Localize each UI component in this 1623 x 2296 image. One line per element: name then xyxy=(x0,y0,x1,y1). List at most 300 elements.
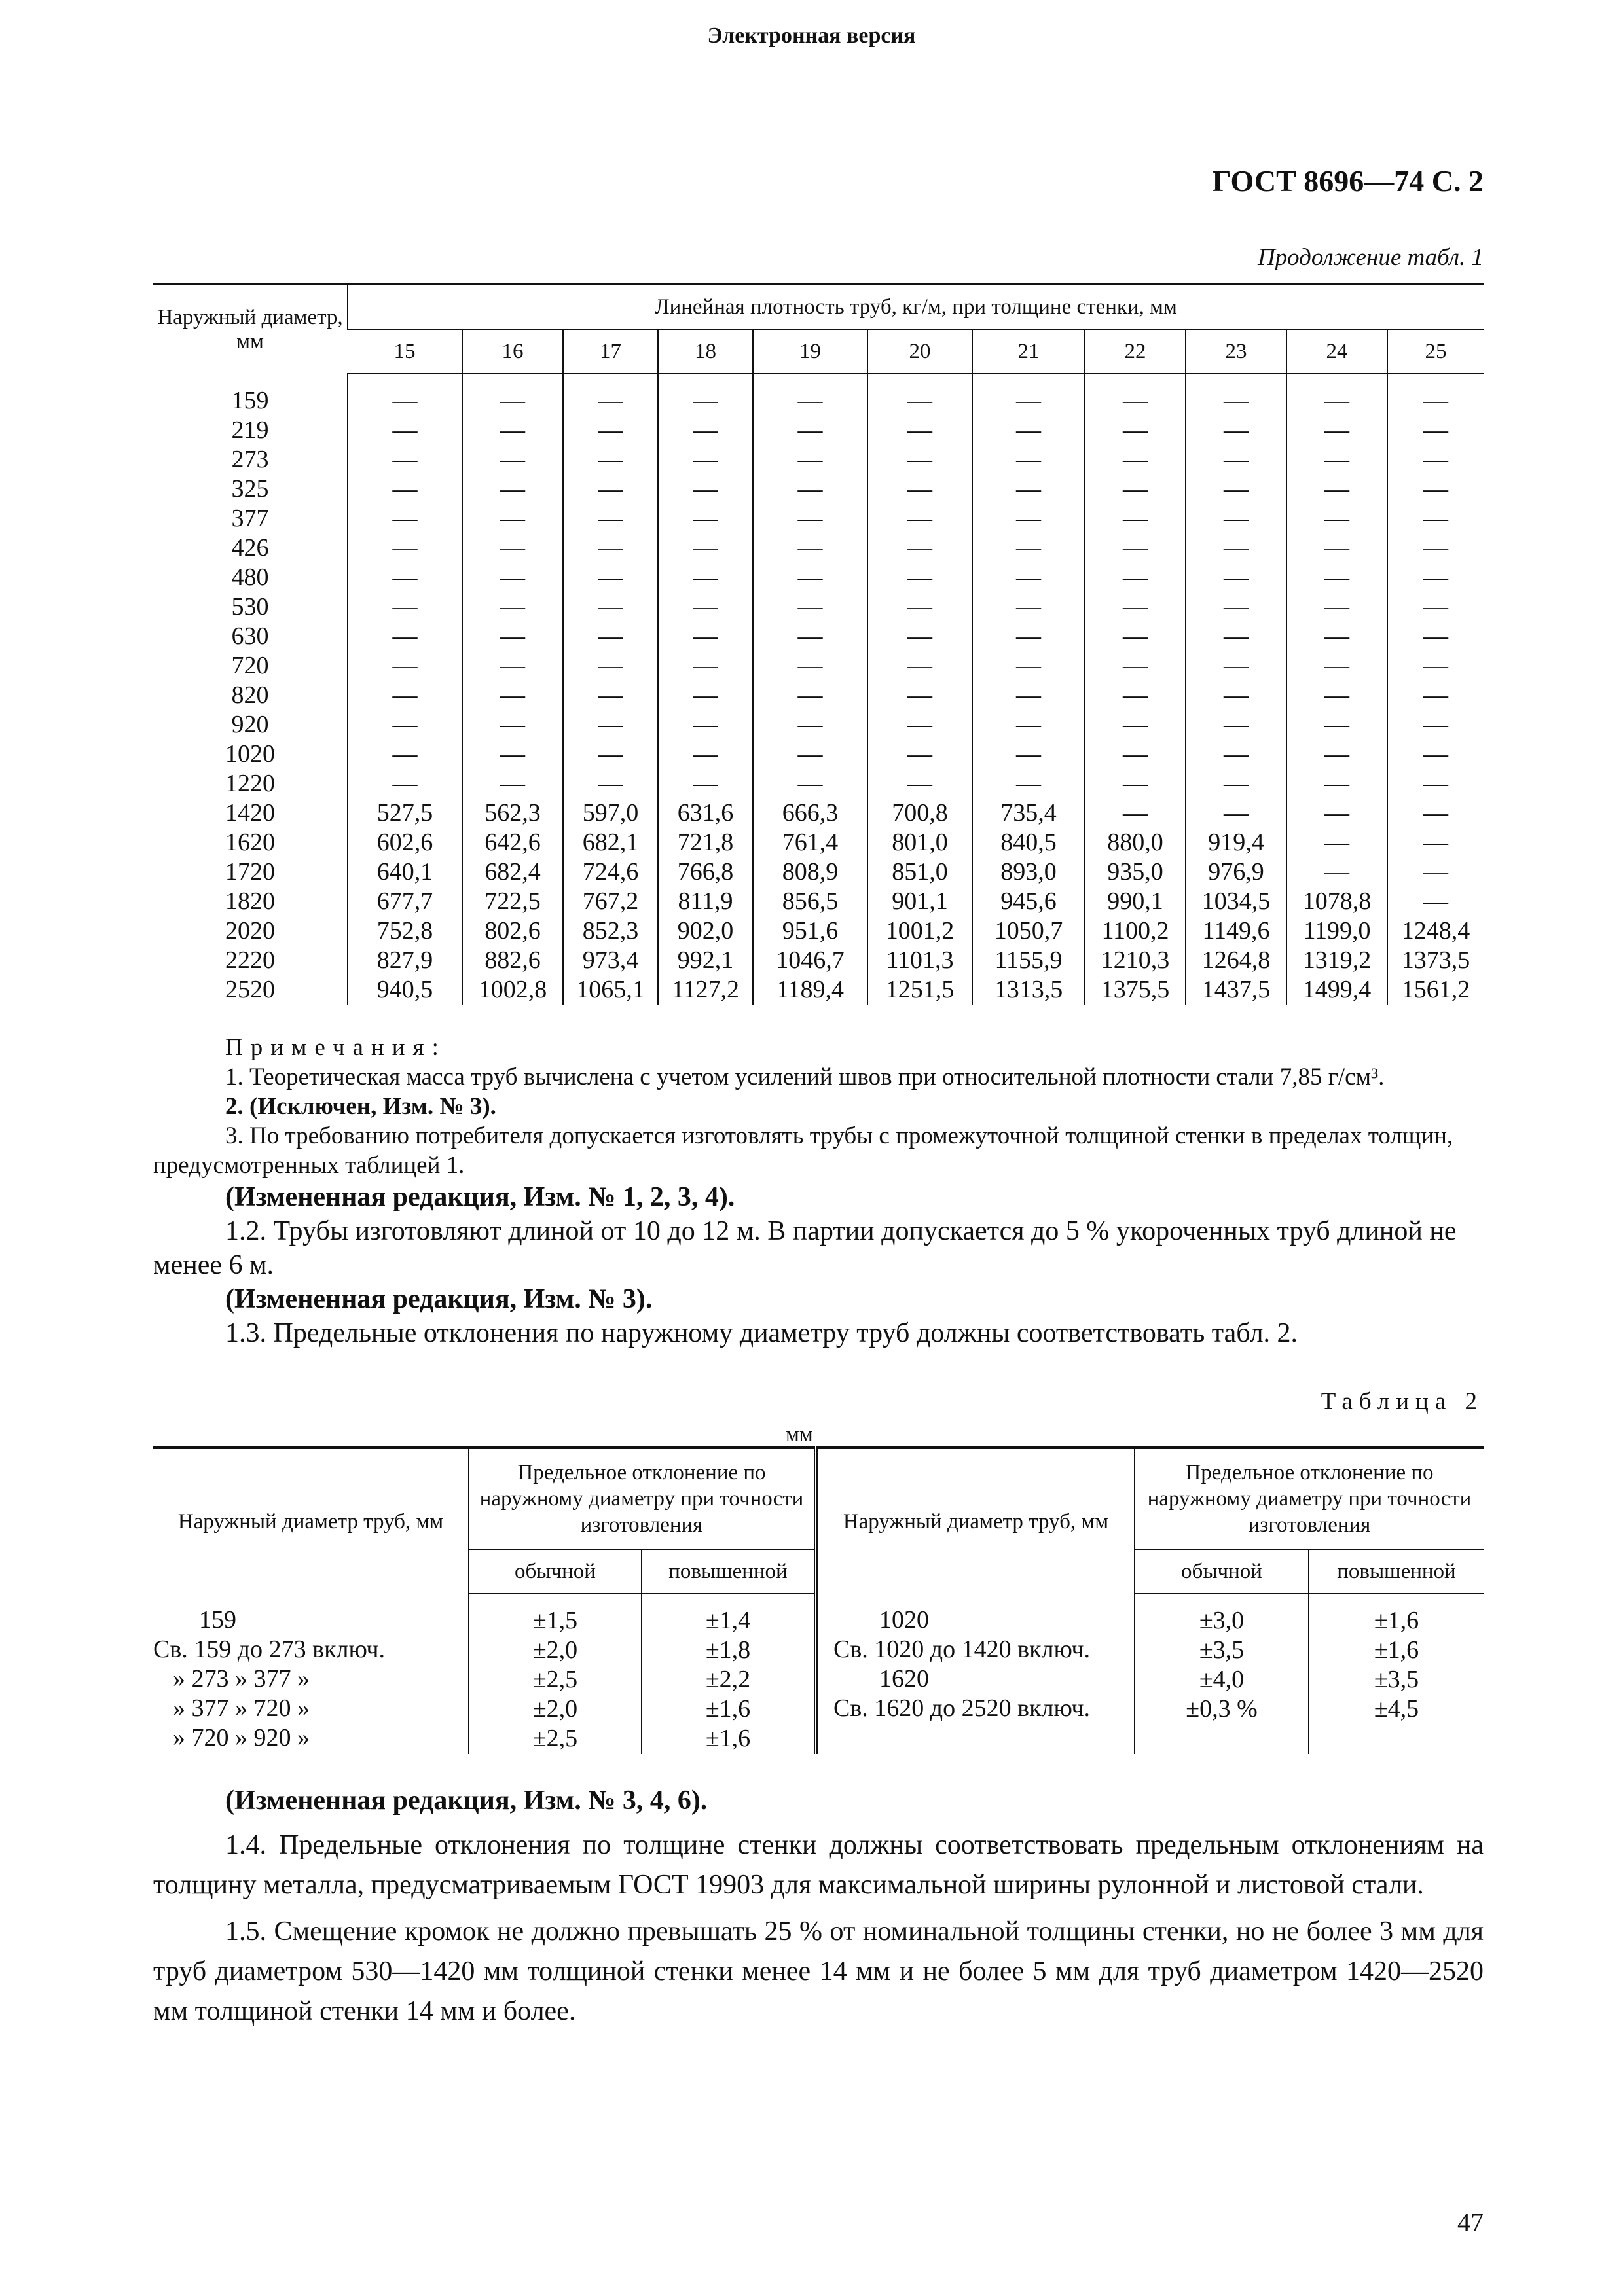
deviation-value: ±2,5 xyxy=(532,1725,578,1752)
deviation-value: ±3,0 xyxy=(1199,1607,1245,1634)
density-cell: 700,8 xyxy=(867,798,972,828)
diameter-range: Св. 1020 до 1420 включ. xyxy=(833,1636,1091,1663)
density-cell: — xyxy=(348,769,462,798)
density-cell: 722,5 xyxy=(462,887,563,916)
diameter-cell: 1820 xyxy=(225,888,275,915)
density-cell: — xyxy=(867,445,972,475)
page-number: 47 xyxy=(1457,2208,1484,2237)
density-cell: — xyxy=(1286,740,1387,769)
deviation-value: ±1,6 xyxy=(705,1725,751,1752)
diameter-range: » 377 » 720 » xyxy=(173,1695,310,1722)
density-cell: — xyxy=(972,769,1085,798)
density-cell: — xyxy=(753,533,867,563)
thickness-header: 25 xyxy=(1387,329,1484,374)
density-cell: 1034,5 xyxy=(1186,887,1286,916)
density-cell: — xyxy=(1085,504,1186,533)
density-cell: — xyxy=(563,374,658,416)
density-cell: — xyxy=(1085,475,1186,504)
diameter-cell: 1720 xyxy=(225,858,275,886)
density-cell: 1155,9 xyxy=(972,946,1085,975)
density-cell: — xyxy=(658,681,753,710)
col-outer-diameter-header: Наружный диаметр, мм xyxy=(153,284,348,374)
density-cell: — xyxy=(1186,622,1286,651)
density-cell: — xyxy=(753,592,867,622)
density-cell: — xyxy=(1286,710,1387,740)
diameter-cell: 1620 xyxy=(225,829,275,856)
density-cell: — xyxy=(1286,622,1387,651)
density-cell: — xyxy=(1186,740,1286,769)
density-cell: — xyxy=(1387,769,1484,798)
density-cell: 992,1 xyxy=(658,946,753,975)
density-cell: — xyxy=(1387,504,1484,533)
density-cell: — xyxy=(867,475,972,504)
right-diameter-list xyxy=(816,1594,1135,1754)
density-cell: — xyxy=(348,504,462,533)
density-cell: — xyxy=(753,710,867,740)
col-high-header: повышенной xyxy=(1309,1549,1484,1594)
amendment-note: (Измененная редакция, Изм. № 3, 4, 6). xyxy=(225,1785,708,1816)
density-cell: — xyxy=(1186,651,1286,681)
density-cell: — xyxy=(1085,563,1186,592)
density-cell: — xyxy=(1085,798,1186,828)
density-cell: — xyxy=(867,622,972,651)
density-cell: — xyxy=(972,740,1085,769)
density-cell: — xyxy=(1085,533,1186,563)
density-cell: — xyxy=(462,374,563,416)
density-cell: — xyxy=(753,651,867,681)
density-cell: 901,1 xyxy=(867,887,972,916)
note-1: 1. Теоретическая масса труб вычислена с учетом усилений швов при относительной плотности стали 7,85 г/см³. xyxy=(225,1064,1385,1090)
density-cell: — xyxy=(867,710,972,740)
density-cell: — xyxy=(1387,475,1484,504)
density-cell: — xyxy=(1387,592,1484,622)
density-cell: — xyxy=(753,681,867,710)
density-cell: — xyxy=(658,533,753,563)
density-cell: — xyxy=(867,416,972,445)
diameter-cell: 2220 xyxy=(225,946,275,974)
table-row xyxy=(153,592,1484,622)
density-cell: — xyxy=(753,374,867,416)
diameter-cell: 377 xyxy=(231,505,269,532)
density-cell: — xyxy=(1387,828,1484,857)
diameter-cell: 325 xyxy=(231,475,269,503)
density-cell: — xyxy=(658,504,753,533)
density-cell: 1373,5 xyxy=(1387,946,1484,975)
density-cell: — xyxy=(462,533,563,563)
density-cell: — xyxy=(1387,416,1484,445)
col-normal-header: обычной xyxy=(1135,1549,1309,1594)
density-cell: — xyxy=(1186,416,1286,445)
diameter-range: Св. 159 до 273 включ. xyxy=(153,1636,386,1663)
right-normal-list xyxy=(1135,1594,1309,1754)
density-cell: 935,0 xyxy=(1085,857,1186,887)
table-continuation-label: Продолжение табл. 1 xyxy=(1257,244,1484,271)
density-cell: 767,2 xyxy=(563,887,658,916)
diameter-cell: 273 xyxy=(231,446,269,473)
density-cell: — xyxy=(972,592,1085,622)
density-cell: — xyxy=(1186,533,1286,563)
table-row xyxy=(153,857,1484,887)
density-cell: — xyxy=(753,622,867,651)
density-cell: — xyxy=(1387,563,1484,592)
density-cell: — xyxy=(563,740,658,769)
diameter-range: 1020 xyxy=(879,1606,929,1634)
note-3: 3. По требованию потребителя допускается изготовлять трубы с промежуточной толщиной стенки в пределах толщин, предусмотренных таблицей 1. xyxy=(153,1122,1453,1179)
density-cell: — xyxy=(1387,622,1484,651)
density-cell: — xyxy=(753,769,867,798)
density-cell: — xyxy=(1286,592,1387,622)
thickness-header: 24 xyxy=(1286,329,1387,374)
density-cell: 1248,4 xyxy=(1387,916,1484,946)
density-cell: — xyxy=(972,475,1085,504)
density-cell: 990,1 xyxy=(1085,887,1186,916)
density-cell: — xyxy=(867,681,972,710)
density-cell: 851,0 xyxy=(867,857,972,887)
density-cell: — xyxy=(972,504,1085,533)
density-cell: 840,5 xyxy=(972,828,1085,857)
density-cell: — xyxy=(1085,445,1186,475)
density-cell: 1149,6 xyxy=(1186,916,1286,946)
table-2-caption: Таблица 2 xyxy=(1321,1388,1484,1415)
density-cell: — xyxy=(1387,533,1484,563)
thickness-header: 21 xyxy=(972,329,1085,374)
density-cell: — xyxy=(462,769,563,798)
density-cell: 735,4 xyxy=(972,798,1085,828)
density-cell: — xyxy=(1286,681,1387,710)
density-cell: — xyxy=(1085,592,1186,622)
density-cell: — xyxy=(1085,740,1186,769)
density-cell: — xyxy=(1387,374,1484,416)
density-cell: 1210,3 xyxy=(1085,946,1186,975)
density-cell: 1319,2 xyxy=(1286,946,1387,975)
density-cell: — xyxy=(658,651,753,681)
density-cell: 801,0 xyxy=(867,828,972,857)
table-row xyxy=(153,828,1484,857)
table-row xyxy=(153,533,1484,563)
density-cell: — xyxy=(972,563,1085,592)
density-cell: — xyxy=(1387,681,1484,710)
density-cell: — xyxy=(972,374,1085,416)
amendment-note: (Измененная редакция, Изм. № 3). xyxy=(225,1284,653,1314)
density-cell: 880,0 xyxy=(1085,828,1186,857)
density-cell: — xyxy=(563,563,658,592)
table-row xyxy=(153,651,1484,681)
table-2-unit: мм xyxy=(786,1423,813,1446)
density-cell: — xyxy=(1387,651,1484,681)
density-cell: 852,3 xyxy=(563,916,658,946)
table-row xyxy=(153,798,1484,828)
gost-reference: ГОСТ 8696—74 С. 2 xyxy=(1212,164,1484,198)
deviation-value: ±2,2 xyxy=(705,1666,751,1693)
density-cell: 1264,8 xyxy=(1186,946,1286,975)
table-row xyxy=(153,374,1484,416)
diameter-cell: 426 xyxy=(231,534,269,562)
table-row xyxy=(153,946,1484,975)
density-cell: 1313,5 xyxy=(972,975,1085,1005)
density-cell: — xyxy=(1085,416,1186,445)
density-cell: 1437,5 xyxy=(1186,975,1286,1005)
density-cell: — xyxy=(753,445,867,475)
density-cell: — xyxy=(1186,504,1286,533)
thickness-header: 20 xyxy=(867,329,972,374)
density-cell: — xyxy=(1286,504,1387,533)
density-cell: 893,0 xyxy=(972,857,1085,887)
table-row xyxy=(153,710,1484,740)
density-cell: — xyxy=(658,416,753,445)
density-cell: — xyxy=(462,710,563,740)
density-cell: — xyxy=(563,445,658,475)
density-cell: — xyxy=(753,563,867,592)
density-cell: — xyxy=(462,475,563,504)
density-cell: — xyxy=(348,710,462,740)
density-cell: — xyxy=(658,445,753,475)
thickness-header: 15 xyxy=(348,329,462,374)
col-group-density-header: Линейная плотность труб, кг/м, при толщине стенки, мм xyxy=(348,284,1484,329)
density-cell: — xyxy=(1286,416,1387,445)
table-row xyxy=(153,622,1484,651)
density-cell: — xyxy=(563,681,658,710)
paragraph-1-5: 1.5. Смещение кромок не должно превышать 25 % от номинальной толщины стенки, но не более 3 мм для труб диаметром 530—1420 мм толщиной стенки менее 14 мм и не более 5 мм для труб диаметром 1420—2520 мм толщиной стенки 14 мм и более. xyxy=(153,1916,1484,2026)
density-cell: — xyxy=(1286,857,1387,887)
density-cell: 666,3 xyxy=(753,798,867,828)
density-cell: 811,9 xyxy=(658,887,753,916)
density-cell: 597,0 xyxy=(563,798,658,828)
diameter-cell: 2020 xyxy=(225,917,275,944)
diameter-cell: 480 xyxy=(231,564,269,591)
density-cell: — xyxy=(348,681,462,710)
diameter-cell: 159 xyxy=(231,386,269,414)
density-cell: — xyxy=(867,374,972,416)
diameter-range: » 273 » 377 » xyxy=(173,1665,310,1693)
density-cell: — xyxy=(658,475,753,504)
density-cell: 1251,5 xyxy=(867,975,972,1005)
density-cell: — xyxy=(658,592,753,622)
table-row xyxy=(153,445,1484,475)
density-cell: — xyxy=(1085,374,1186,416)
density-cell: — xyxy=(563,592,658,622)
density-cell: 527,5 xyxy=(348,798,462,828)
left-high-list xyxy=(642,1594,816,1754)
deviation-value: ±1,8 xyxy=(705,1636,751,1664)
density-cell: — xyxy=(1085,769,1186,798)
density-cell: 973,4 xyxy=(563,946,658,975)
density-cell: — xyxy=(563,475,658,504)
density-cell: — xyxy=(972,710,1085,740)
density-cell: 1050,7 xyxy=(972,916,1085,946)
col-diameter-header: Наружный диаметр труб, мм xyxy=(153,1448,469,1594)
amendment-note: (Измененная редакция, Изм. № 1, 2, 3, 4). xyxy=(225,1182,735,1212)
density-cell: 902,0 xyxy=(658,916,753,946)
deviation-value: ±1,6 xyxy=(1374,1607,1419,1634)
density-cell: — xyxy=(462,445,563,475)
table-row xyxy=(153,916,1484,946)
density-cell: 827,9 xyxy=(348,946,462,975)
density-cell: — xyxy=(753,504,867,533)
density-cell: — xyxy=(1286,475,1387,504)
density-cell: — xyxy=(1186,710,1286,740)
table-2-diameter-deviation xyxy=(153,1446,1484,1754)
table-row xyxy=(153,681,1484,710)
density-cell: — xyxy=(563,504,658,533)
notes-block xyxy=(153,1033,1484,1350)
density-cell: — xyxy=(563,533,658,563)
density-cell: — xyxy=(462,504,563,533)
density-cell: — xyxy=(753,475,867,504)
page-header: Электронная версия xyxy=(707,24,916,48)
table-row xyxy=(153,975,1484,1005)
density-cell: 940,5 xyxy=(348,975,462,1005)
density-cell: — xyxy=(348,533,462,563)
paragraph-1-2: 1.2. Трубы изготовляют длиной от 10 до 12 м. В партии допускается до 5 % укороченных труб длиной не менее 6 м. xyxy=(153,1216,1457,1280)
density-cell: — xyxy=(1186,445,1286,475)
density-cell: — xyxy=(1387,857,1484,887)
density-cell: 682,4 xyxy=(462,857,563,887)
diameter-range: 1620 xyxy=(879,1665,929,1693)
col-diameter-header: Наружный диаметр труб, мм xyxy=(816,1448,1135,1594)
density-cell: — xyxy=(1387,887,1484,916)
density-cell: — xyxy=(348,740,462,769)
density-cell: 1127,2 xyxy=(658,975,753,1005)
density-cell: — xyxy=(972,533,1085,563)
density-cell: 802,6 xyxy=(462,916,563,946)
density-cell: 1001,2 xyxy=(867,916,972,946)
deviation-value: ±0,3 % xyxy=(1186,1695,1258,1723)
density-cell: — xyxy=(972,416,1085,445)
density-cell: — xyxy=(1286,651,1387,681)
table-row xyxy=(153,769,1484,798)
density-cell: — xyxy=(867,563,972,592)
density-cell: — xyxy=(1186,563,1286,592)
diameter-cell: 920 xyxy=(231,711,269,738)
density-cell: — xyxy=(658,740,753,769)
thickness-header: 16 xyxy=(462,329,563,374)
density-cell: — xyxy=(1387,740,1484,769)
density-cell: — xyxy=(563,651,658,681)
paragraph-1-3: 1.3. Предельные отклонения по наружному диаметру труб должны соответствовать табл. 2. xyxy=(225,1318,1298,1348)
density-cell: — xyxy=(1186,475,1286,504)
density-cell: — xyxy=(1085,651,1186,681)
density-cell: — xyxy=(563,416,658,445)
density-cell: 721,8 xyxy=(658,828,753,857)
density-cell: — xyxy=(462,740,563,769)
density-cell: — xyxy=(462,416,563,445)
density-cell: — xyxy=(972,445,1085,475)
diameter-cell: 1020 xyxy=(225,740,275,768)
left-diameter-list xyxy=(153,1594,469,1754)
density-cell: 1046,7 xyxy=(753,946,867,975)
density-cell: — xyxy=(658,563,753,592)
density-cell: 677,7 xyxy=(348,887,462,916)
density-cell: — xyxy=(867,533,972,563)
after-table-block xyxy=(153,1784,1484,2032)
deviation-value: ±3,5 xyxy=(1199,1636,1245,1664)
density-cell: — xyxy=(348,374,462,416)
density-cell: — xyxy=(867,651,972,681)
density-cell: — xyxy=(867,592,972,622)
diameter-range: » 720 » 920 » xyxy=(173,1724,310,1751)
density-cell: — xyxy=(1085,710,1186,740)
deviation-value: ±2,0 xyxy=(532,1695,578,1723)
deviation-value: ±4,5 xyxy=(1374,1695,1419,1723)
diameter-cell: 1220 xyxy=(225,770,275,797)
density-cell: 976,9 xyxy=(1186,857,1286,887)
density-cell: — xyxy=(462,681,563,710)
diameter-cell: 2520 xyxy=(225,976,275,1003)
thickness-header: 23 xyxy=(1186,329,1286,374)
diameter-cell: 1420 xyxy=(225,799,275,827)
density-cell: 640,1 xyxy=(348,857,462,887)
density-cell: — xyxy=(1286,445,1387,475)
density-cell: — xyxy=(1387,710,1484,740)
density-cell: — xyxy=(753,740,867,769)
left-normal-list xyxy=(469,1594,642,1754)
density-cell: — xyxy=(563,622,658,651)
thickness-header: 19 xyxy=(753,329,867,374)
density-cell: — xyxy=(867,740,972,769)
deviation-value: ±2,0 xyxy=(532,1636,578,1664)
density-cell: — xyxy=(1186,769,1286,798)
density-cell: — xyxy=(348,622,462,651)
deviation-value: ±1,5 xyxy=(532,1607,578,1634)
density-cell: — xyxy=(1387,445,1484,475)
density-cell: — xyxy=(1286,828,1387,857)
density-cell: 752,8 xyxy=(348,916,462,946)
density-cell: — xyxy=(348,651,462,681)
density-cell: — xyxy=(1286,769,1387,798)
diameter-cell: 720 xyxy=(231,652,269,679)
density-cell: — xyxy=(563,769,658,798)
density-cell: — xyxy=(1286,374,1387,416)
table-row xyxy=(153,416,1484,445)
density-cell: 724,6 xyxy=(563,857,658,887)
notes-title: Примечания: xyxy=(225,1034,447,1061)
right-high-list xyxy=(1309,1594,1484,1754)
density-cell: — xyxy=(1085,622,1186,651)
col-deviation-header: Предельное отклонение по наружному диаметру при точности изготовления xyxy=(1135,1448,1484,1549)
density-cell: — xyxy=(1186,681,1286,710)
density-cell: — xyxy=(1085,681,1186,710)
density-cell: 562,3 xyxy=(462,798,563,828)
density-cell: — xyxy=(1286,533,1387,563)
density-cell: — xyxy=(348,563,462,592)
density-cell: — xyxy=(462,563,563,592)
density-cell: 1002,8 xyxy=(462,975,563,1005)
density-cell: 808,9 xyxy=(753,857,867,887)
deviation-value: ±3,5 xyxy=(1374,1666,1419,1693)
density-cell: — xyxy=(462,592,563,622)
density-cell: — xyxy=(1186,374,1286,416)
deviation-value: ±1,6 xyxy=(705,1695,751,1723)
diameter-cell: 530 xyxy=(231,593,269,620)
density-cell: 951,6 xyxy=(753,916,867,946)
density-cell: 1065,1 xyxy=(563,975,658,1005)
diameter-cell: 630 xyxy=(231,622,269,650)
density-cell: — xyxy=(1387,798,1484,828)
deviation-value: ±1,6 xyxy=(1374,1636,1419,1664)
density-cell: — xyxy=(348,445,462,475)
density-cell: 642,6 xyxy=(462,828,563,857)
density-cell: 1199,0 xyxy=(1286,916,1387,946)
density-cell: — xyxy=(972,681,1085,710)
deviation-value: ±4,0 xyxy=(1199,1666,1245,1693)
table-1-body xyxy=(153,374,1484,1005)
table-row xyxy=(153,740,1484,769)
table-row xyxy=(153,504,1484,533)
deviation-value: ±1,4 xyxy=(705,1607,751,1634)
density-cell: 1100,2 xyxy=(1085,916,1186,946)
diameter-cell: 820 xyxy=(231,681,269,709)
thickness-header: 17 xyxy=(563,329,658,374)
